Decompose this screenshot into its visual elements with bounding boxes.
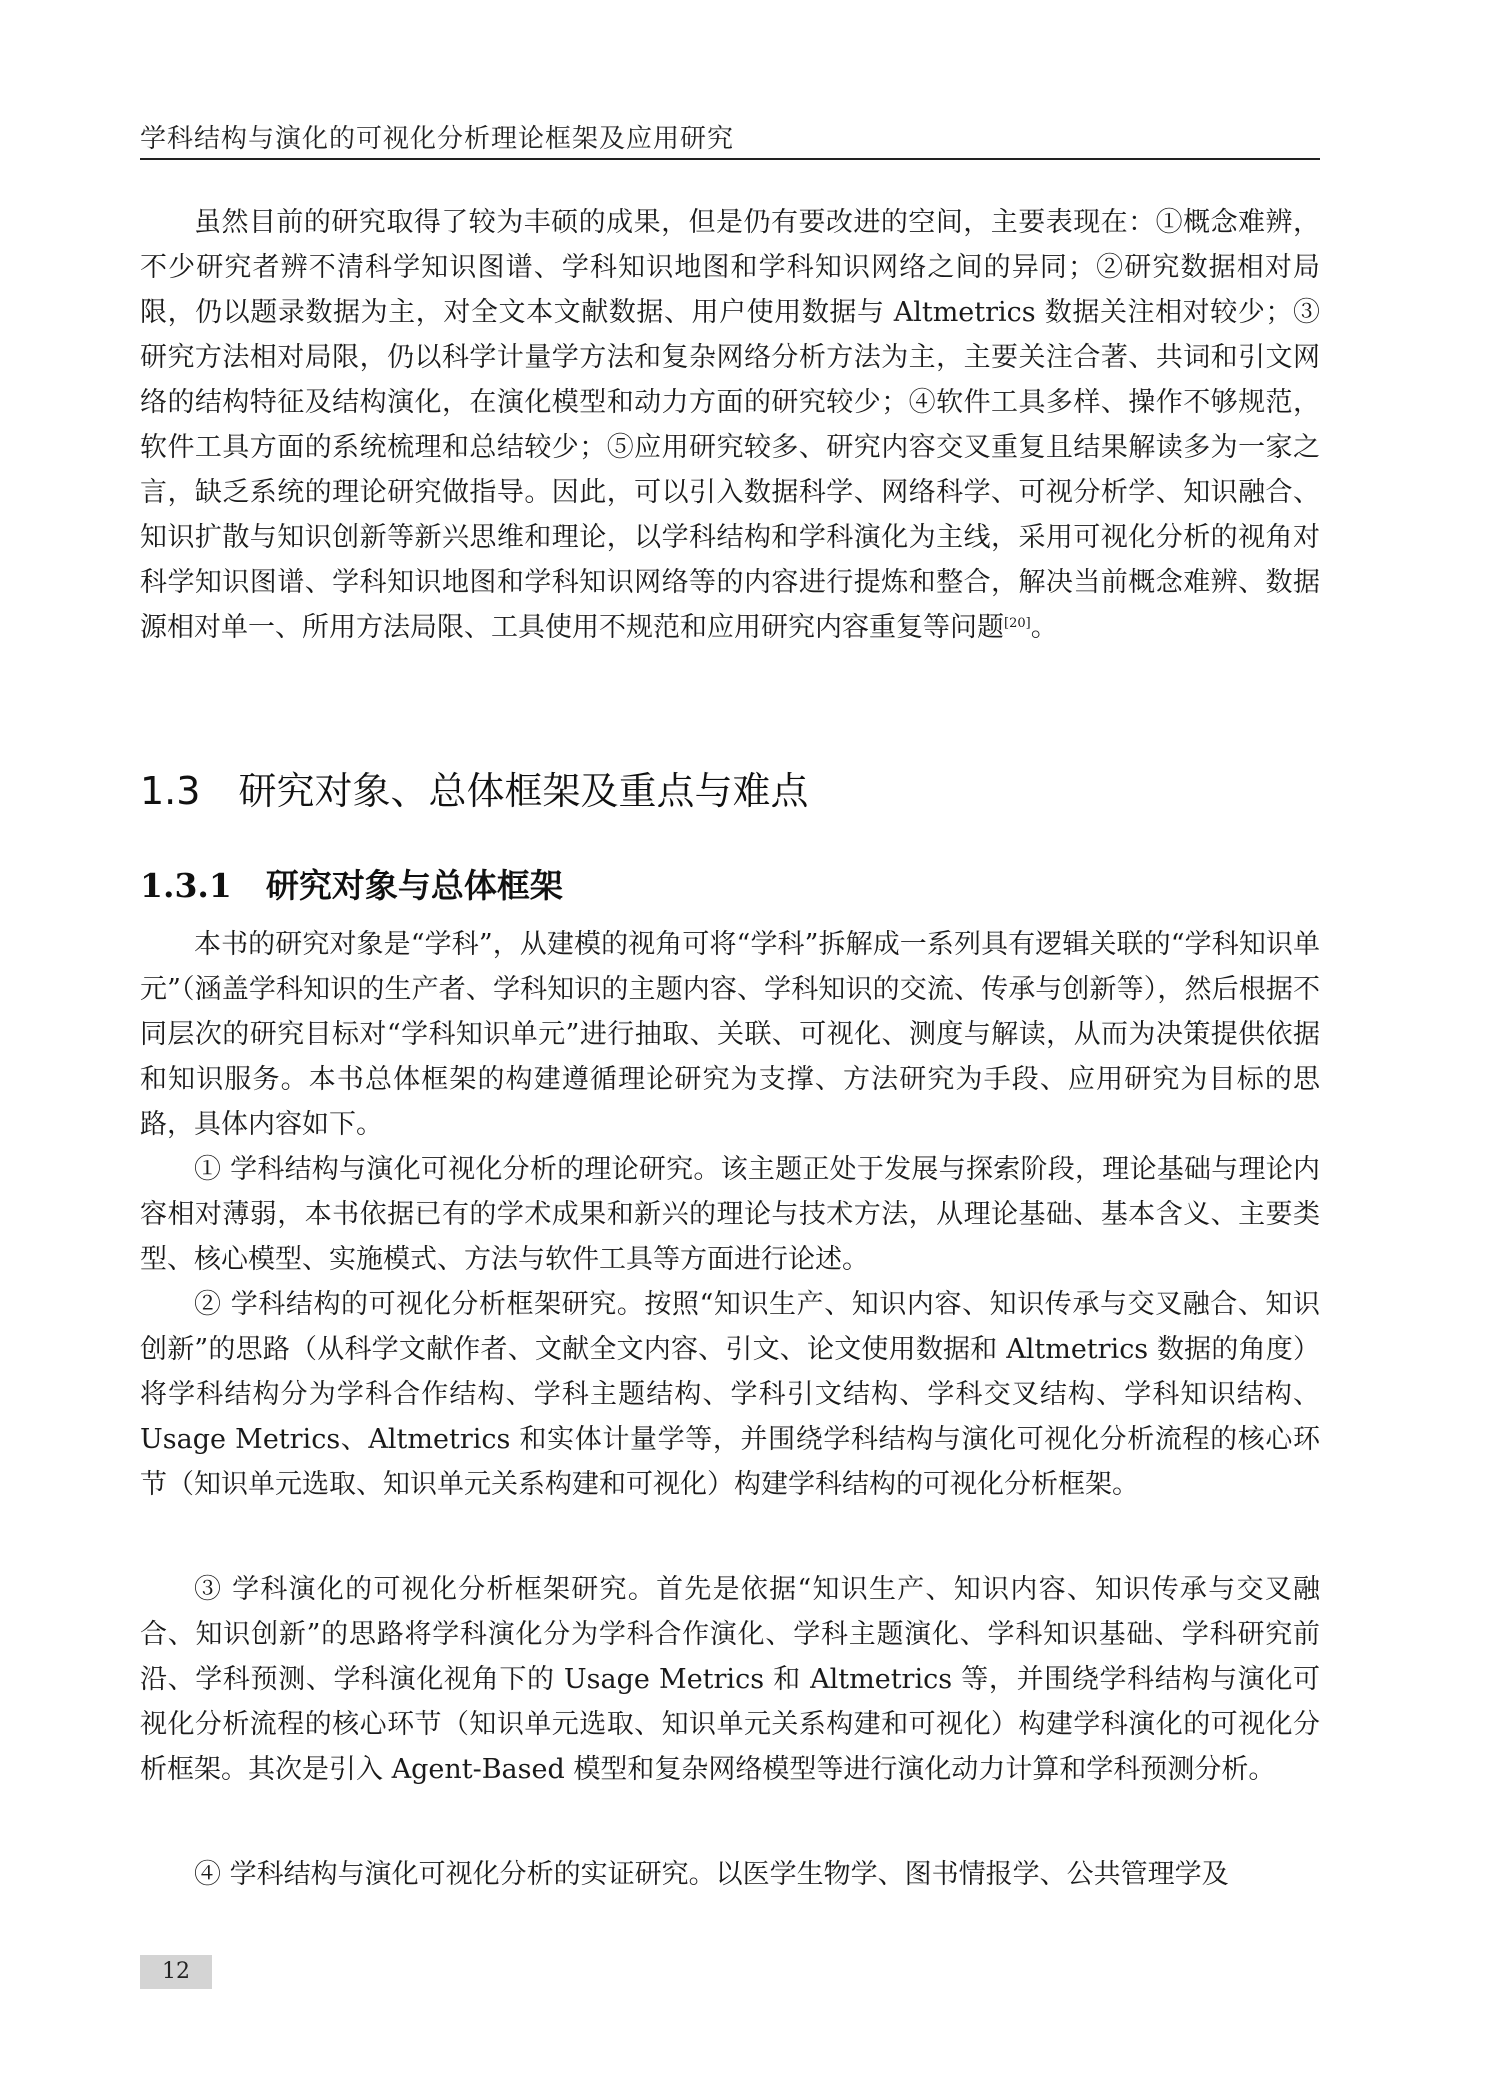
page-number: 12 bbox=[140, 1955, 212, 1989]
paragraph-intro bbox=[140, 200, 1320, 650]
paragraph-intro-text: 虽然目前的研究取得了较为丰硕的成果，但是仍有要改进的空间，主要表现在：①概念难辨，不少研究者辨不清科学知识图谱、学科知识地图和学科知识网络之间的异同；②研究数据相对局限，仍以题录数据为主，对全文本文献数据、用户使用数据与 Altmetrics 数据关注相对较少；③研究方法相对局限，仍以科学计量学方法和复杂网络分析方法为主，主要关注合著、共词和引文网络的结构特征及结构演化，在演化模型和动力方面的研究较少；④软件工具多样、操作不够规范，软件工具方面的系统梳理和总结较少；⑤应用研究较多、研究内容交叉重复且结果解读多为一家之言，缺乏系统的理论研究做指导。因此，可以引入数据科学、网络科学、可视分析学、知识融合、知识扩散与知识创新等新兴思维和理论，以学科结构和学科演化为主线，采用可视化分析的视角对科学知识图谱、学科知识地图和学科知识网络等的内容进行提炼和整合，解决当前概念难辨、数据源相对单一、所用方法局限、工具使用不规范和应用研究内容重复等问题 bbox=[140, 207, 1320, 643]
paragraph-item-2: ② 学科结构的可视化分析框架研究。按照“知识生产、知识内容、知识传承与交叉融合、知识创新”的思路（从科学文献作者、文献全文内容、引文、论文使用数据和 Altmetrics 数据的角度）将学科结构分为学科合作结构、学科主题结构、学科引文结构、学科交叉结构、学科知识结构、Usage Metrics、Altmetrics 和实体计量学等，并围绕学科结构与演化可视化分析流程的核心环节（知识单元选取、知识单元关系构建和可视化）构建学科结构的可视化分析框架。 bbox=[140, 1289, 1320, 1500]
header-rule bbox=[140, 158, 1320, 160]
section-heading bbox=[140, 760, 808, 815]
section-number: 1.3 bbox=[140, 769, 201, 813]
paragraph-item-1: ① 学科结构与演化可视化分析的理论研究。该主题正处于发展与探索阶段，理论基础与理论内容相对薄弱，本书依据已有的学术成果和新兴的理论与技术方法，从理论基础、基本含义、主要类型、核心模型、实施模式、方法与软件工具等方面进行论述。 bbox=[140, 1154, 1320, 1275]
subsection-number: 1.3.1 bbox=[140, 866, 232, 905]
paragraph-research-object: 本书的研究对象是“学科”，从建模的视角可将“学科”拆解成一系列具有逻辑关联的“学科知识单元”（涵盖学科知识的生产者、学科知识的主题内容、学科知识的交流、传承与创新等），然后根据不同层次的研究目标对“学科知识单元”进行抽取、关联、可视化、测度与解读，从而为决策提供依据和知识服务。本书总体框架的构建遵循理论研究为支撑、方法研究为手段、应用研究为目标的思路，具体内容如下。 bbox=[140, 929, 1320, 1140]
section-title: 研究对象、总体框架及重点与难点 bbox=[238, 769, 809, 813]
paragraph-item-4: ④ 学科结构与演化可视化分析的实证研究。以医学生物学、图书情报学、公共管理学及 bbox=[194, 1859, 1229, 1890]
citation-ref: [20] bbox=[1004, 616, 1031, 631]
paragraph-intro-end: 。 bbox=[1030, 612, 1058, 643]
subsection-heading bbox=[140, 860, 563, 907]
paragraph-item-3: ③ 学科演化的可视化分析框架研究。首先是依据“知识生产、知识内容、知识传承与交叉融合、知识创新”的思路将学科演化分为学科合作演化、学科主题演化、学科知识基础、学科研究前沿、学科预测、学科演化视角下的 Usage Metrics 和 Altmetrics 等，并围绕学科结构与演化可视化分析流程的核心环节（知识单元选取、知识单元关系构建和可视化）构建学科演化的可视化分析框架。其次是引入 Agent-Based 模型和复杂网络模型等进行演化动力计算和学科预测分析。 bbox=[140, 1574, 1320, 1785]
subsection-title: 研究对象与总体框架 bbox=[265, 866, 563, 905]
running-header: 学科结构与演化的可视化分析理论框架及应用研究 bbox=[140, 124, 735, 154]
